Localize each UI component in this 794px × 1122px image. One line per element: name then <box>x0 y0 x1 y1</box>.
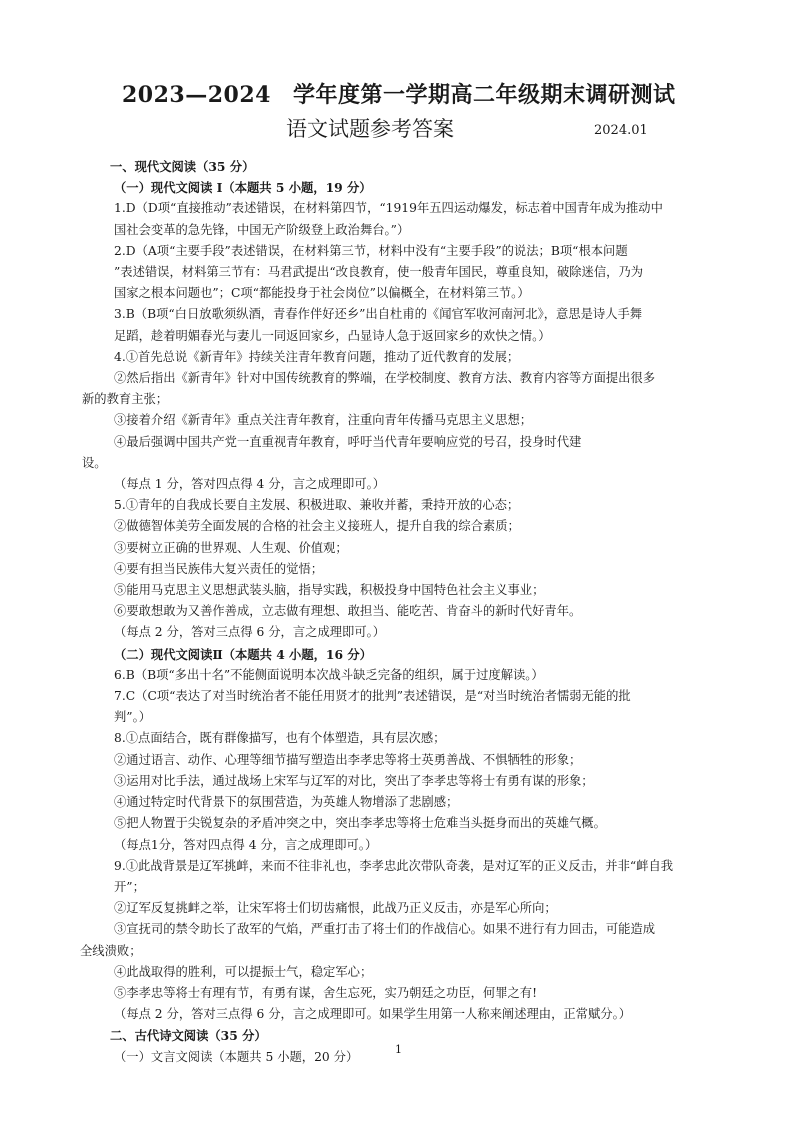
answer-q2-line: 国家之根本问题也”；C项“都能投身于社会岗位”以偏概全，在材料第三节。） <box>114 286 530 301</box>
exam-date: 2024.01 <box>594 123 648 138</box>
answer-q4-line: ②然后指出《新青年》针对中国传统教育的弊端，在学校制度、教育方法、教育内容等方面提出很多 <box>114 371 656 386</box>
answer-q3-line: 足蹈，趁着明媚春光与妻儿一同返回家乡，凸显诗人急于返回家乡的欢快之情。） <box>114 328 551 343</box>
answer-q1-line: 国社会变革的急先锋，中国无产阶级登上政治舞台。”） <box>114 222 410 237</box>
answer-q5-line: ②做德智体美劳全面发展的合格的社会主义接班人，提升自我的综合素质； <box>114 519 520 534</box>
answer-q2-line: ”表述错误，材料第三节有：马君武提出“改良教育，使一般青年国民，尊重良知，破除迷信，乃为 <box>114 265 644 280</box>
answer-q7-line: 7.C（C项“表达了对当时统治者不能任用贤才的批判”表述错误，是“对当时统治者懦弱无能的批 <box>114 689 631 704</box>
answer-q9-line: 9.①此战背景是辽军挑衅，来而不往非礼也，李孝忠此次带队奇袭，是对辽军的正义反击，并非“衅自我 <box>114 858 674 873</box>
answer-q8-line: 8.①点面结合，既有群像描写，也有个体塑造，具有层次感； <box>114 731 446 746</box>
answer-q4-line: ③接着介绍《新青年》重点关注青年教育，注重向青年传播马克思主义思想； <box>114 413 533 428</box>
answer-q3-line: 3.B（B项“白日放歌须纵酒，青春作伴好还乡”出自杜甫的《闻官军收河南河北》，意思是诗人手舞 <box>114 307 643 322</box>
answer-q8-line: ②通过语言、动作、心理等细节描写塑造出李孝忠等将士英勇善战、不惧牺牲的形象； <box>114 752 582 767</box>
answer-q9-line: ②辽军反复挑衅之举，让宋军将士们切齿痛恨，此战乃正义反击，亦是军心所向； <box>114 901 557 916</box>
answer-q8-line: ③运用对比手法，通过战场上宋军与辽军的对比，突出了李孝忠等将士有勇有谋的形象； <box>114 773 594 788</box>
answer-q8-line: ⑤把人物置于尖锐复杂的矛盾冲突之中，突出李孝忠等将士危难当头挺身而出的英雄气概。 <box>114 816 606 831</box>
title-years: 2023—2024 <box>122 82 271 108</box>
answer-q7-line: 判”。） <box>114 710 152 725</box>
answer-q9-line: 全线溃败； <box>80 943 142 958</box>
answer-q5-line: ⑤能用马克思主义思想武装头脑，指导实践，积极投身中国特色社会主义事业； <box>114 583 545 598</box>
answer-q4-line: 设。 <box>82 455 107 470</box>
answer-q5-line: ③要树立正确的世界观、人生观、价值观； <box>114 540 348 555</box>
answer-q2-line: 2.D（A项“主要手段”表述错误，在材料第三节，材料中没有“主要手段”的说法；B项“根本问题 <box>114 243 628 258</box>
exam-title <box>122 78 675 109</box>
answer-content <box>80 156 722 1068</box>
page-number: 1 <box>395 1043 402 1056</box>
subsection-heading-classical-1: （一）文言文阅读（本题共 5 小题，20 分） <box>114 1049 359 1064</box>
answer-q4-line: ④最后强调中国共产党一直重视青年教育，呼吁当代青年要响应党的号召，投身时代建 <box>114 434 582 449</box>
answer-q9-line: ④此战取得的胜利，可以提振士气，稳定军心； <box>114 964 373 979</box>
section-heading-classical-reading: 二、古代诗文阅读（35 分） <box>110 1028 267 1044</box>
answer-q5-line: 5.①青年的自我成长要自主发展、积极进取、兼收并蓄，秉持开放的心态； <box>114 498 520 513</box>
answer-q9-scoring: （每点 2 分，答对三点得 6 分，言之成理即可。如果学生用第一人称来阐述理由，正常赋分。） <box>114 1007 632 1022</box>
section-heading-modern-reading: 一、现代文阅读（35 分） <box>110 159 255 174</box>
answer-q9-line: 开”； <box>114 879 145 894</box>
exam-subtitle: 语文试题参考答案 <box>286 117 454 141</box>
answer-q8-line: ④通过特定时代背景下的氛围营造，为英雄人物增添了悲剧感； <box>114 795 459 810</box>
subsection-heading-reading-2: （二）现代文阅读Ⅱ（本题共 4 小题，16 分） <box>114 646 372 662</box>
answer-q1-line: 1.D（D项“直接推动”表述错误，在材料第四节，“1919年五四运动爆发，标志着中国青年成为推动中 <box>114 201 663 216</box>
answer-q4-line: 4.①首先总说《新青年》持续关注青年教育问题，推动了近代教育的发展； <box>114 349 520 364</box>
answer-q5-line: ⑥要敢想敢为又善作善成，立志做有理想、敢担当、能吃苦、肯奋斗的新时代好青年。 <box>114 604 582 619</box>
answer-q5-line: ④要有担当民族伟大复兴责任的觉悟； <box>114 561 324 576</box>
answer-q5-scoring: （每点 2 分，答对三点得 6 分，言之成理即可。） <box>114 625 386 640</box>
answer-q4-line: 新的教育主张； <box>82 392 169 407</box>
answer-q9-line: ⑤李孝忠等将士有理有节，有勇有谋，舍生忘死，实乃朝廷之功臣，何罪之有! <box>114 985 538 1000</box>
answer-q6-line: 6.B（B项“多出十名”不能侧面说明本次战斗缺乏完备的组织，属于过度解读。） <box>114 667 544 682</box>
answer-q9-line: ③宣抚司的禁令助长了敌军的气焰，严重打击了将士们的作战信心。如果不进行有力回击，可能造成 <box>114 922 656 937</box>
answer-q8-scoring: （每点1分，答对四点得 4 分，言之成理即可。） <box>114 837 378 852</box>
title-text: 学年度第一学期高二年级期末调研测试 <box>292 82 676 108</box>
answer-q4-scoring: （每点 1 分，答对四点得 4 分，言之成理即可。） <box>114 477 386 492</box>
subsection-heading-reading-1: （一）现代文阅读 Ⅰ（本题共 5 小题，19 分） <box>114 180 372 196</box>
